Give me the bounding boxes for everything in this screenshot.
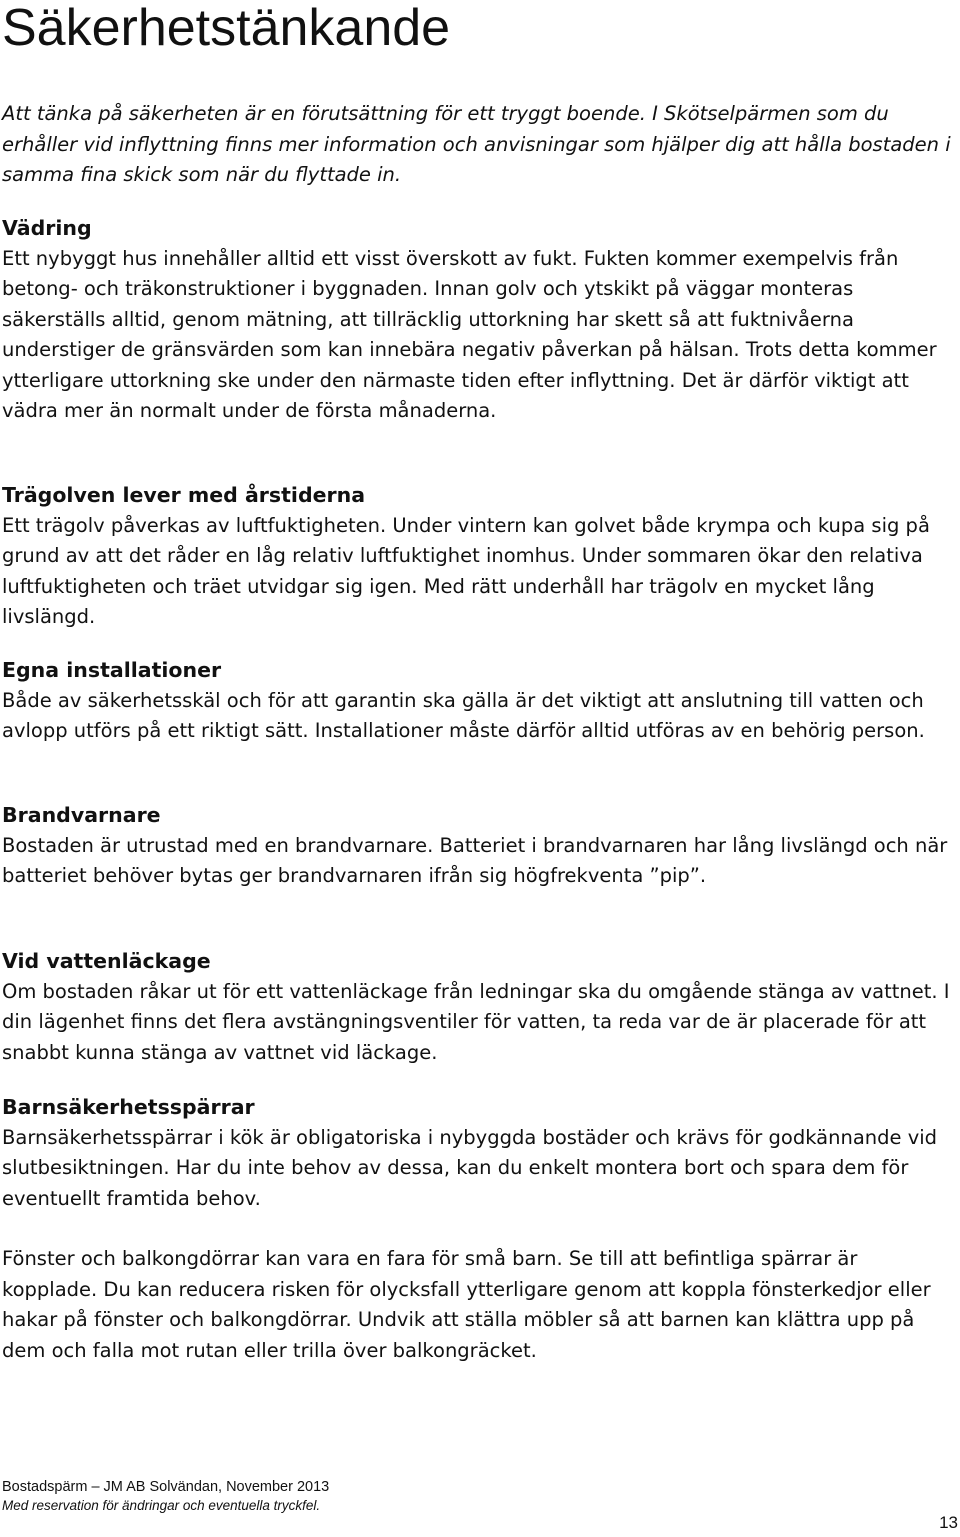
section-body: Både av säkerhetsskäl och för att garantin ska gälla är det viktigt att anslutning till vatten och avlopp utförs på ett riktigt sätt. Installationer måste därför alltid utföras av en behörig person. [2, 688, 925, 742]
section-tragolv [2, 480, 952, 633]
section-egna-installationer [2, 655, 952, 747]
section-heading: Barnsäkerhetsspärrar [2, 1095, 255, 1119]
section-vattenlackage [2, 946, 952, 1068]
section-barnsakerhet [2, 1092, 952, 1366]
intro-paragraph: Att tänka på säkerheten är en förutsättning för ett tryggt boende. I Skötselpärmen som du erhåller vid inflyttning finns mer information och anvisningar som hjälper dig att hålla bostaden i samma fina skick som när du flyttade in. [2, 102, 951, 186]
section-body: Om bostaden råkar ut för ett vattenläckage från ledningar ska du omgående stänga av vattnet. I din lägenhet finns det flera avstängningsventiler för vatten, ta reda var de är placerade för att snabbt kunna stänga av vattnet vid läckage. [2, 979, 950, 1064]
footer-document-info: Bostadspärm – JM AB Solvändan, November 2013 [2, 1479, 330, 1495]
section-vadring [2, 213, 952, 427]
section-body: Bostaden är utrustad med en brandvarnare. Batteriet i brandvarnaren har lång livslängd och när batteriet behöver bytas ger brandvarnaren ifrån sig högfrekventa ”pip”. [2, 833, 948, 887]
page-number: 13 [939, 1513, 958, 1532]
footer-disclaimer: Med reservation för ändringar och eventuella tryckfel. [2, 1498, 321, 1513]
section-body-second: Fönster och balkongdörrar kan vara en fara för små barn. Se till att befintliga spärrar är kopplade. Du kan reducera risken för olycksfall ytterligare genom att koppla fönsterkedjor eller hakar på fönster och balkongdörrar. Undvik att ställa möbler så att barnen kan klättra upp på dem och falla mot rutan eller trilla över balkongräcket. [2, 1247, 931, 1362]
section-heading: Brandvarnare [2, 803, 161, 827]
section-body: Ett nybyggt hus innehåller alltid ett visst överskott av fukt. Fukten kommer exempelvis från betong- och träkonstruktioner i byggnaden. Innan golv och ytskikt på väggar monteras säkerställs alltid, genom mätning, att tillräcklig uttorkning har skett så att fuktnivåerna understiger de gränsvärden som kan innebära negativ påverkan på hälsan. Trots detta kommer ytterligare uttorkning ske under den närmaste tiden efter inflyttning. Det är därför viktigt att vädra mer än normalt under de första månaderna. [2, 246, 937, 422]
section-body: Ett trägolv påverkas av luftfuktigheten. Under vintern kan golvet både krympa och kupa sig på grund av att det råder en låg relativ luftfuktighet inomhus. Under sommaren ökar den relativa luftfuktigheten och träet utvidgar sig igen. Med rätt underhåll har trägolv en mycket lång livslängd. [2, 513, 930, 628]
page-title: Säkerhetstänkande [2, 0, 451, 57]
section-body: Barnsäkerhetsspärrar i kök är obligatoriska i nybyggda bostäder och krävs för godkännande vid slutbesiktningen. Har du inte behov av dessa, kan du enkelt montera bort och spara dem för eventuellt framtida behov. [2, 1125, 938, 1210]
section-heading: Trägolven lever med årstiderna [2, 483, 366, 507]
section-brandvarnare [2, 800, 952, 892]
section-heading: Vid vattenläckage [2, 949, 211, 973]
section-heading: Egna installationer [2, 658, 222, 682]
section-heading: Vädring [2, 216, 92, 240]
